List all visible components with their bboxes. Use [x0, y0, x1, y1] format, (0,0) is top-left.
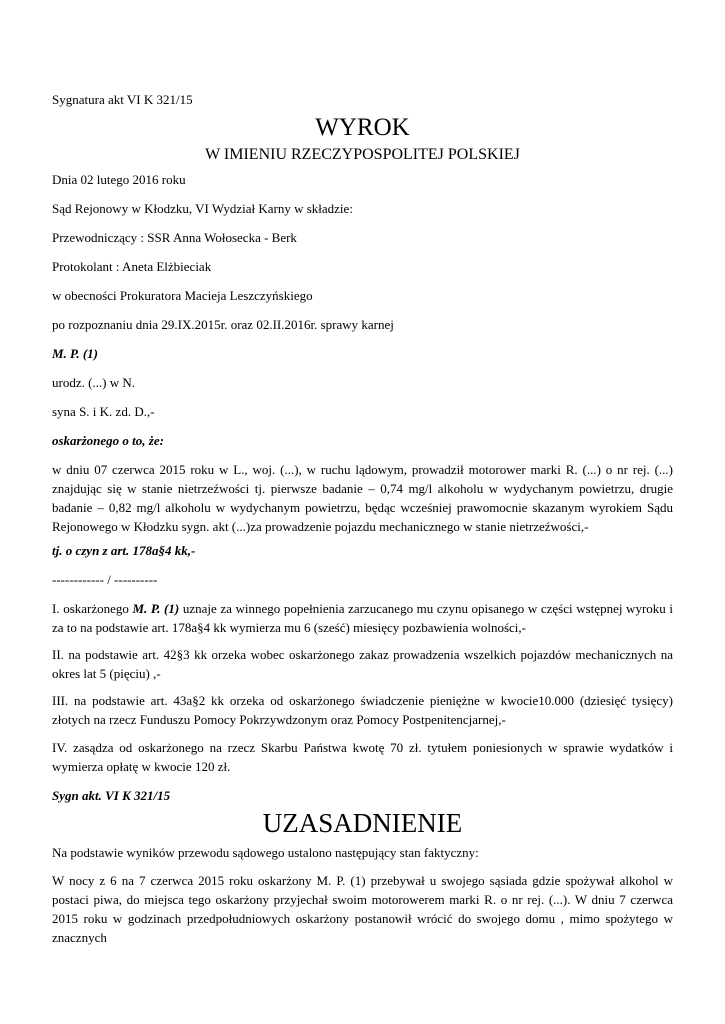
justification-title: UZASADNIENIE: [262, 808, 463, 838]
court-clerk: Protokolant : Aneta Elżbieciak: [52, 259, 212, 274]
presiding-judge: Przewodniczący : SSR Anna Wołosecka - Berk: [52, 230, 297, 245]
verdict-point-1: [52, 599, 673, 637]
defendant-parents: syna S. i K. zd. D.,-: [52, 404, 155, 419]
verdict-point-1-prefix: I. oskarżonego: [52, 601, 133, 616]
case-signature-bottom: Sygn akt. VI K 321/15: [52, 788, 171, 803]
charge-description: w dniu 07 czerwca 2015 roku w L., woj. (...), w ruchu lądowym, prowadził motorower marki R. (...) o nr rej. (...) znajdując się w stanie nietrzeźwości tj. pierwsze badanie – 0,74 mg/l alkoholu w wydychanym powietrzu, drugie badanie – 0,82 mg/l alkoholu w wydychanym powietrzu, będąc wcześniej prawomocnie skazanym wyrokiem Sądu Rejonowego w Kłodzku sygn. akt (...)za prowadzenie pojazdu mechanicznego w stanie nietrzeźwości,-: [52, 462, 673, 534]
separator-line: ------------ / ----------: [52, 572, 158, 587]
justification-text: W nocy z 6 na 7 czerwca 2015 roku oskarżony M. P. (1) przebywał u swojego sąsiada gdzie spożywał alkohol w postaci piwa, do miejsca tego oskarżony przyjechał swoim motorowerem marki R. o nr rej. (...). W dniu 7 czerwca 2015 roku w godzinach przedpołudniowych oskarżony postanowił wrócić do swojego domu , mimo spożytego w znacznych: [52, 873, 673, 945]
defendant-name: M. P. (1): [52, 346, 98, 361]
offense-article: tj. o czyn z art. 178a§4 kk,-: [52, 543, 196, 558]
judgment-date: Dnia 02 lutego 2016 roku: [52, 172, 186, 187]
justification-intro: Na podstawie wyników przewodu sądowego ustalono następujący stan faktyczny:: [52, 845, 479, 860]
court-name: Sąd Rejonowy w Kłodzku, VI Wydział Karny w składzie:: [52, 201, 353, 216]
verdict-point-1-name: M. P. (1): [132, 601, 180, 616]
verdict-point-1-text: uznaje za winnego popełnienia zarzucanego mu czynu opisanego w części wstępnej wyroku i za to na podstawie art. 178a§4 kk wymierza mu 6 (sześć) miesięcy pozbawienia wolności,-: [52, 601, 673, 635]
document-subtitle: W IMIENIU RZECZYPOSPOLITEJ POLSKIEJ: [205, 146, 520, 163]
verdict-point-3: III. na podstawie art. 43a§2 kk orzeka od oskarżonego świadczenie pieniężne w kwocie10.000 (dziesięć tysięcy) złotych na rzecz Funduszu Pomocy Pokrzywdzonym oraz Pomocy Postpenitencjarnej,-: [52, 693, 673, 727]
charged-heading: oskarżonego o to, że:: [52, 433, 164, 448]
defendant-birth: urodz. (...) w N.: [52, 375, 136, 390]
verdict-point-2: II. na podstawie art. 42§3 kk orzeka wobec oskarżonego zakaz prowadzenia wszelkich pojazdów mechanicznych na okres lat 5 (pięciu) ,-: [52, 647, 673, 681]
prosecutor: w obecności Prokuratora Macieja Leszczyńskiego: [52, 288, 313, 303]
case-signature: Sygnatura akt VI K 321/15: [52, 92, 193, 107]
hearing-dates: po rozpoznaniu dnia 29.IX.2015r. oraz 02.II.2016r. sprawy karnej: [52, 317, 394, 332]
verdict-point-4: IV. zasądza od oskarżonego na rzecz Skarbu Państwa kwotę 70 zł. tytułem poniesionych w sprawie wydatków i wymierza opłatę w kwocie 120 zł.: [52, 740, 673, 774]
document-title: WYROK: [315, 114, 410, 141]
